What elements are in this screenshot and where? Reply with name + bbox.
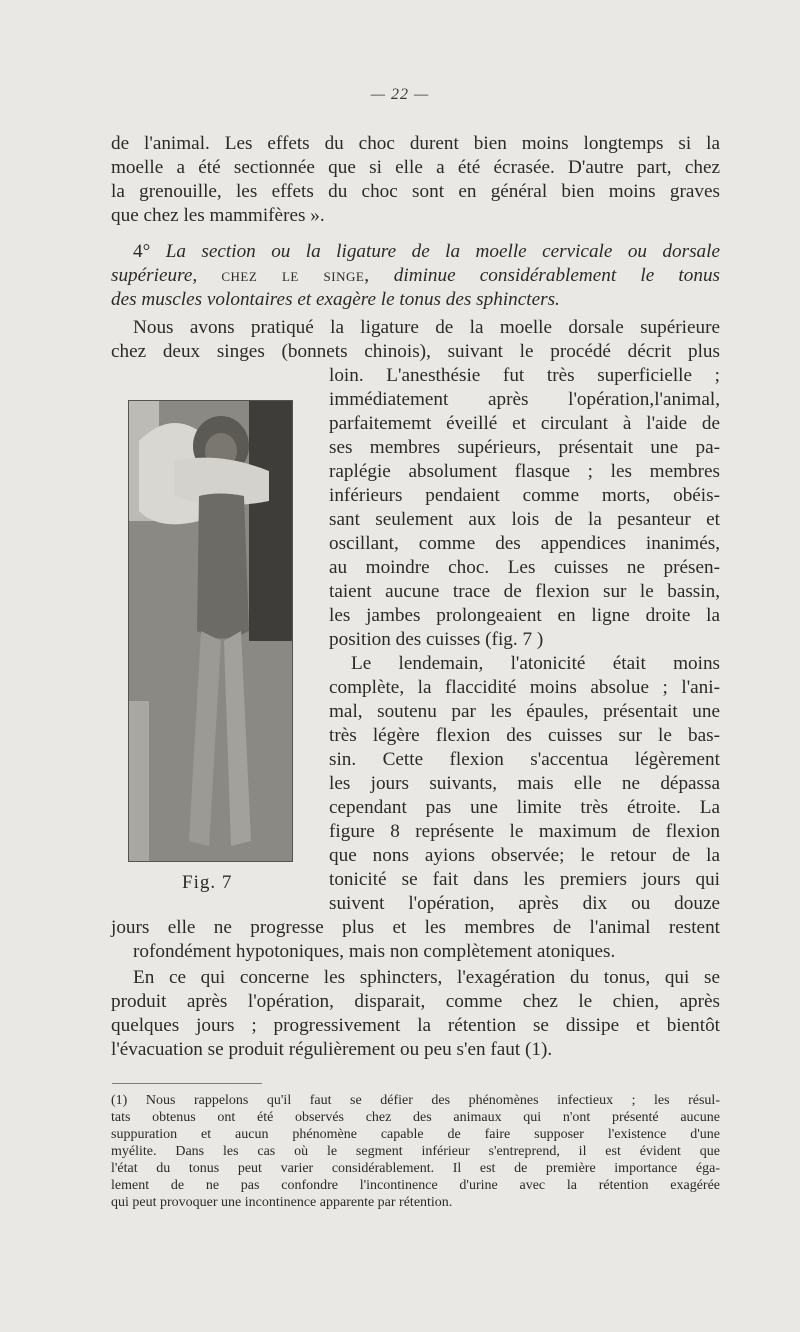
text-line: raplégie absolument flasque ; les membres <box>329 461 720 482</box>
text-line: produit après l'opération, disparait, comme chez le chien, après <box>111 991 720 1012</box>
text-line: mal, soutenu par les épaules, présentait une <box>329 701 720 722</box>
paragraph-4 <box>329 652 720 916</box>
text-line: inférieurs pendaient comme morts, obéis- <box>329 485 720 506</box>
monkey-photo-illustration <box>129 401 292 861</box>
footnote-line: myélite. Dans les cas où le segment inférieur s'entreprend, il est évident que <box>111 1144 720 1159</box>
text-line: les jambes prolongeaient en ligne droite la <box>329 605 720 626</box>
text-line: tonicité se fait dans les premiers jours qui <box>329 869 720 890</box>
text-line: Le lendemain, l'atonicité était moins <box>351 653 720 674</box>
text-line: jours elle ne progresse plus et les membres de l'animal restent <box>111 917 720 938</box>
text-line: ses membres supérieurs, présentait une pa- <box>329 437 720 458</box>
text-line: que nons ayions observée; le retour de la <box>329 845 720 866</box>
text-line: position des cuisses (fig. 7 ) <box>329 629 544 650</box>
text-line <box>111 240 720 264</box>
text-line: parfaitememt éveillé et circulant à l'aide de <box>329 413 720 434</box>
paragraph-3 <box>111 316 720 364</box>
section-heading-4 <box>111 240 720 312</box>
text-line: Nous avons pratiqué la ligature de la moelle dorsale supérieure <box>133 317 720 338</box>
text-line: oscillant, comme des appendices inanimés, <box>329 533 720 554</box>
text-line: très légère flexion des cuisses sur le bas- <box>329 725 720 746</box>
text-line: que chez les mammifères ». <box>111 205 325 226</box>
footnote-line: suppuration et aucun phénomène capable de faire supposer l'existence d'une <box>111 1127 720 1142</box>
text-line: rofondément hypotoniques, mais non complètement atoniques. <box>133 941 616 962</box>
footnote-line: qui peut provoquer une incontinence apparente par rétention. <box>111 1195 453 1210</box>
text-line: au moindre choc. Les cuisses ne présen- <box>329 557 720 578</box>
text-line: taient aucune trace de flexion sur le bassin, <box>329 581 720 602</box>
text-line <box>111 264 720 288</box>
footnote-line: lement de ne pas confondre l'incontinence d'urine avec la rétention exagérée <box>111 1178 720 1193</box>
text-line: figure 8 représente le maximum de flexion <box>329 821 720 842</box>
text-line: sant seulement aux lois de la pesanteur et <box>329 509 720 530</box>
paragraph-3-wrap <box>329 364 720 652</box>
heading-text: La section ou la ligature de la moelle cervicale ou dorsale <box>165 241 720 262</box>
heading-text: diminue considérablement le tonus <box>393 265 720 286</box>
footnote-line: (1) Nous rappelons qu'il faut se défier des phénomènes infectieux ; les résul- <box>111 1093 720 1108</box>
footnote-line: l'état du tonus peut varier considérablement. Il est de première importance éga- <box>111 1161 720 1176</box>
text-line: la grenouille, les effets du choc sont en général bien moins graves <box>111 181 720 202</box>
section-number: 4° <box>133 241 151 262</box>
text-line: complète, la flaccidité moins absolue ; l'ani- <box>329 677 720 698</box>
text-line: suivent l'opération, après dix ou douze <box>329 893 720 914</box>
paragraph-5 <box>111 916 720 964</box>
text-line: quelques jours ; progressivement la rétention se dissipe et bientôt <box>111 1015 720 1036</box>
text-line: sin. Cette flexion s'accentua légèrement <box>329 749 720 770</box>
text-line: chez deux singes (bonnets chinois), suivant le procédé décrit plus <box>111 341 720 362</box>
footnote <box>111 1092 720 1211</box>
footnote-line: tats obtenus ont été observés chez des animaux qui n'ont présenté aucune <box>111 1110 720 1125</box>
text-line: l'évacuation se produit régulièrement ou peu s'en faut (1). <box>111 1039 553 1060</box>
text-line: immédiatement après l'opération,l'animal, <box>329 389 720 410</box>
text-line: moelle a été sectionnée que si elle a été écrasée. D'autre part, chez <box>111 157 720 178</box>
text-line: de l'animal. Les effets du choc durent bien moins longtemps si la <box>111 133 720 154</box>
text-line: des muscles volontaires et exagère le tonus des sphincters. <box>111 289 560 310</box>
text-line: En ce qui concerne les sphincters, l'exagération du tonus, qui se <box>133 967 720 988</box>
figure-caption: Fig. 7 <box>182 872 233 893</box>
paragraph-1 <box>111 132 720 228</box>
heading-text: supérieure, <box>111 265 198 286</box>
text-line: les jours suivants, mais elle ne dépassa <box>329 773 720 794</box>
figure-7-photo <box>128 400 293 862</box>
paragraph-6 <box>111 966 720 1062</box>
text-line: cependant pas une limite très étroite. La <box>329 797 720 818</box>
heading-smallcaps: chez le singe, <box>221 265 370 286</box>
page-number: — 22 — <box>370 86 430 103</box>
footnote-divider <box>112 1083 262 1084</box>
text-line: loin. L'anesthésie fut très superficielle ; <box>329 365 720 386</box>
